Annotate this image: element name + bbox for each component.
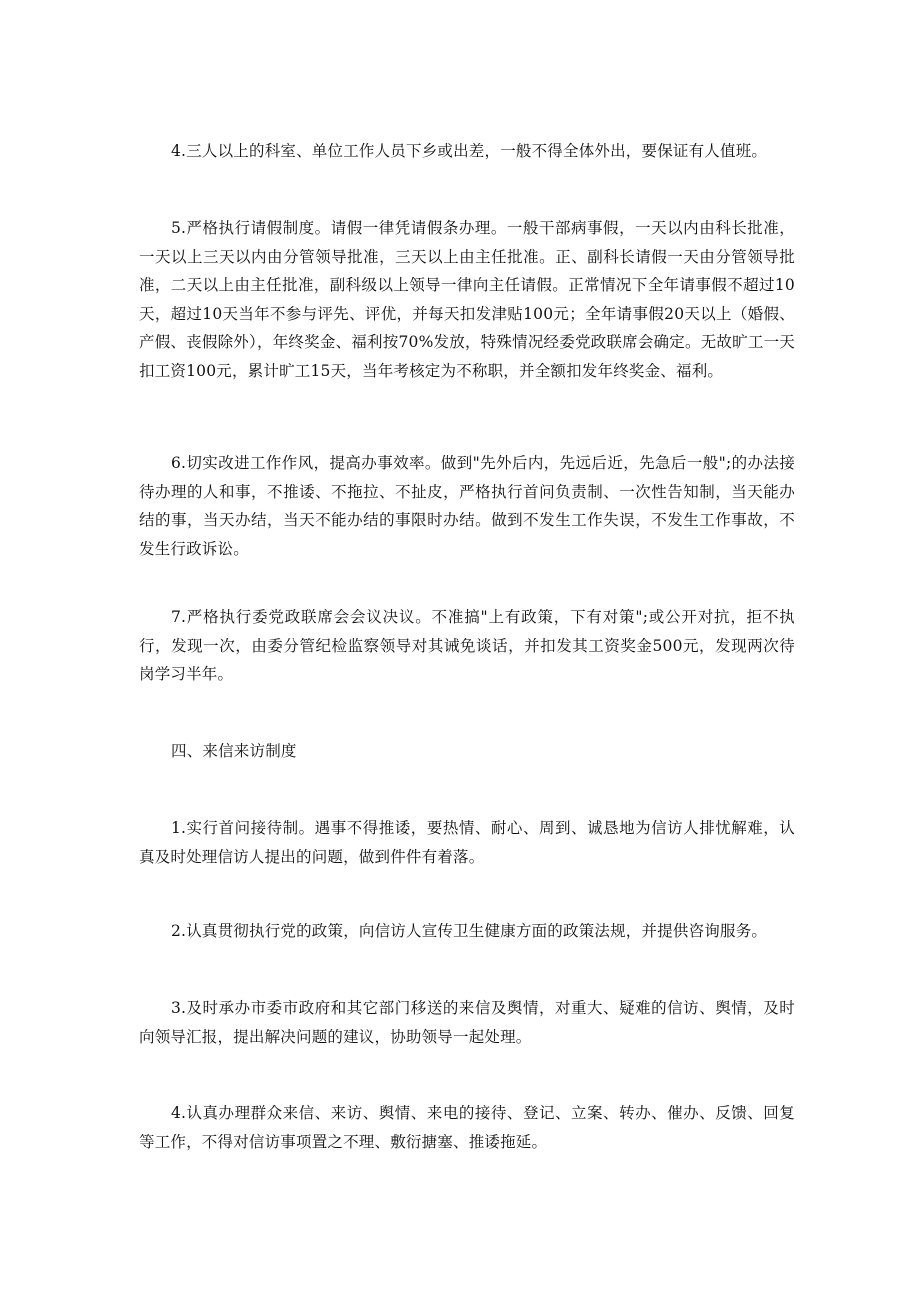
- paragraph-petition-3: 3.及时承办市委市政府和其它部门移送的来信及舆情，对重大、疑难的信访、舆情，及时向领导汇报，提出解决问题的建议，协助领导一起处理。: [139, 999, 795, 1046]
- paragraph-petition-4: 4.认真办理群众来信、来访、舆情、来电的接待、登记、立案、转办、催办、反馈、回复等工作，不得对信访事项置之不理、敷衍搪塞、推诿拖延。: [139, 1104, 795, 1151]
- paragraph-petition-2: 2.认真贯彻执行党的政策，向信访人宣传卫生健康方面的政策法规，并提供咨询服务。: [171, 922, 768, 940]
- paragraph-6-work-style: 6.切实改进工作作风，提高办事效率。做到"先外后内，先远后近，先急后一般";的办法接待办理的人和事，不推诿、不拖拉、不扯皮，严格执行首问负责制、一次性告知制，当天能办结的事，当天办结，当天不能办结的事限时办结。做到不发生工作失误，不发生工作事故，不发生行政诉讼。: [139, 454, 795, 558]
- paragraph-4-duty: 4.三人以上的科室、单位工作人员下乡或出差，一般不得全体外出，要保证有人值班。: [171, 142, 768, 160]
- paragraph-5-leave: 5.严格执行请假制度。请假一律凭请假条办理。一般干部病事假，一天以内由科长批准，一天以上三天以内由分管领导批准，三天以上由主任批准。正、副科长请假一天由分管领导批准，二天以上由主任批准，副科级以上领导一律向主任请假。正常情况下全年请事假不超过10天，超过10天当年不参与评先、评优，并每天扣发津贴100元；全年请事假20天以上（婚假、产假、丧假除外），年终奖金、福利按70%发放，特殊情况经委党政联席会确定。无故旷工一天扣工资100元，累计旷工15天，当年考核定为不称职，并全额扣发年终奖金、福利。: [139, 219, 795, 380]
- paragraph-7-resolutions: 7.严格执行委党政联席会会议决议。不准搞"上有政策，下有对策";或公开对抗，拒不执行，发现一次，由委分管纪检监察领导对其诫免谈话，并扣发其工资奖金500元，发现两次待岗学习半年。: [139, 608, 795, 684]
- paragraph-petition-1: 1.实行首问接待制。遇事不得推诿，要热情、耐心、周到、诚恳地为信访人排忧解难，认真及时处理信访人提出的问题，做到件件有着落。: [139, 819, 795, 866]
- section-heading: 四、来信来访制度: [171, 742, 297, 760]
